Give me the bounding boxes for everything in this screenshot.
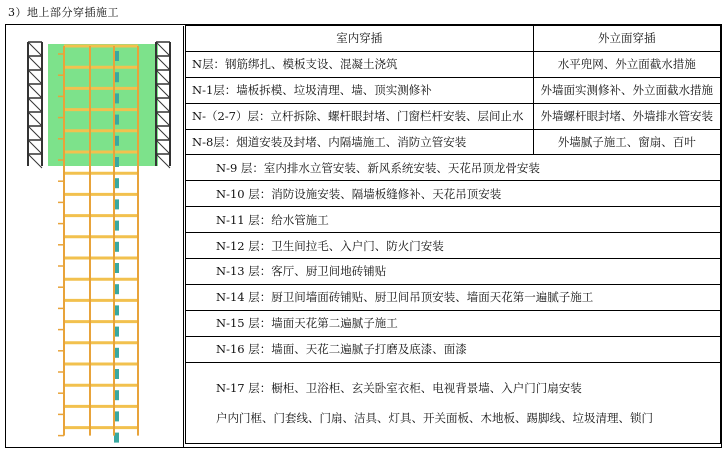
header-facade: 外立面穿插 xyxy=(533,26,720,52)
table-row xyxy=(186,77,721,103)
scaffold-brace xyxy=(156,70,170,84)
section-heading: 3）地上部分穿插施工 xyxy=(8,6,119,19)
table-row xyxy=(186,207,721,233)
table-row xyxy=(186,103,721,129)
facade-cell: 外墙面实测修补、外立面截水措施 xyxy=(533,77,720,103)
schedule-table xyxy=(185,25,721,444)
scaffold-brace xyxy=(28,154,42,168)
scaffold-brace xyxy=(28,112,42,126)
floor-task-cell: N-13 层：客厅、厨卫间地砖铺贴 xyxy=(186,259,721,285)
scaffold-brace xyxy=(156,140,170,154)
table-row xyxy=(186,129,721,155)
indoor-cell: N-8层：烟道安装及封堵、内隔墙施工、消防立管安装 xyxy=(186,129,534,155)
header-indoor: 室内穿插 xyxy=(186,26,534,52)
scaffold-brace xyxy=(156,112,170,126)
indoor-cell: N-（2-7）层：立杆拆除、螺杆眼封堵、门窗栏杆安装、层间止水 xyxy=(186,103,534,129)
floor-task-cell: N-16 层：墙面、天花二遍腻子打磨及底漆、面漆 xyxy=(186,336,721,362)
indoor-cell: N层：钢筋绑扎、模板支设、混凝土浇筑 xyxy=(186,51,534,77)
facade-cell: 外墙腻子施工、窗扇、百叶 xyxy=(533,129,720,155)
floor-task-cell: N-12 层：卫生间拉毛、入户门、防火门安装 xyxy=(186,233,721,259)
last-row-line-1: N-17 层：橱柜、卫浴柜、玄关卧室衣柜、电视背景墙、入户门门扇安装 xyxy=(216,380,582,395)
last-row-line-2: 户内门框、门套线、门扇、洁具、灯具、开关面板、木地板、踢脚线、垃圾清理、锁门 xyxy=(216,410,653,425)
scaffold-brace xyxy=(156,126,170,140)
table-row xyxy=(186,155,721,181)
floor-task-cell: N-14 层：厨卫间墙面砖铺贴、厨卫间吊顶安装、墙面天花第一遍腻子施工 xyxy=(186,284,721,310)
table-row xyxy=(186,310,721,336)
table-row xyxy=(186,362,721,443)
scaffold-brace xyxy=(28,126,42,140)
scaffold-brace xyxy=(28,42,42,56)
floor-task-cell: N-10 层：消防设施安装、隔墙板缝修补、天花吊顶安装 xyxy=(186,181,721,207)
table-row xyxy=(186,181,721,207)
scaffold-brace xyxy=(156,154,170,168)
scaffold-brace xyxy=(28,56,42,70)
facade-cell: 水平兜网、外立面截水措施 xyxy=(533,51,720,77)
indoor-cell: N-1层：墙板拆模、垃圾清理、墙、顶实测修补 xyxy=(186,77,534,103)
scaffold-brace xyxy=(28,70,42,84)
floor-task-cell: N-9 层：室内排水立管安装、新风系统安装、天花吊顶龙骨安装 xyxy=(186,155,721,181)
building-elevation-diagram xyxy=(6,26,184,447)
table-row xyxy=(186,336,721,362)
floor-task-cell-last xyxy=(186,362,721,443)
building-elevation-figure xyxy=(6,26,184,447)
scaffold-brace xyxy=(156,98,170,112)
table-row xyxy=(186,233,721,259)
table-header-row xyxy=(186,26,721,52)
scaffold-brace xyxy=(28,98,42,112)
table-row xyxy=(186,259,721,285)
scaffold-brace xyxy=(28,140,42,154)
floor-task-cell: N-15 层：墙面天花第二遍腻子施工 xyxy=(186,310,721,336)
scaffold-brace xyxy=(156,42,170,56)
table-row xyxy=(186,51,721,77)
facade-cell: 外墙螺杆眼封堵、外墙排水管安装 xyxy=(533,103,720,129)
floor-task-cell: N-11 层：给水管施工 xyxy=(186,207,721,233)
scaffold-brace xyxy=(156,84,170,98)
scaffold-brace xyxy=(28,84,42,98)
scaffold-brace xyxy=(156,56,170,70)
table-row xyxy=(186,284,721,310)
